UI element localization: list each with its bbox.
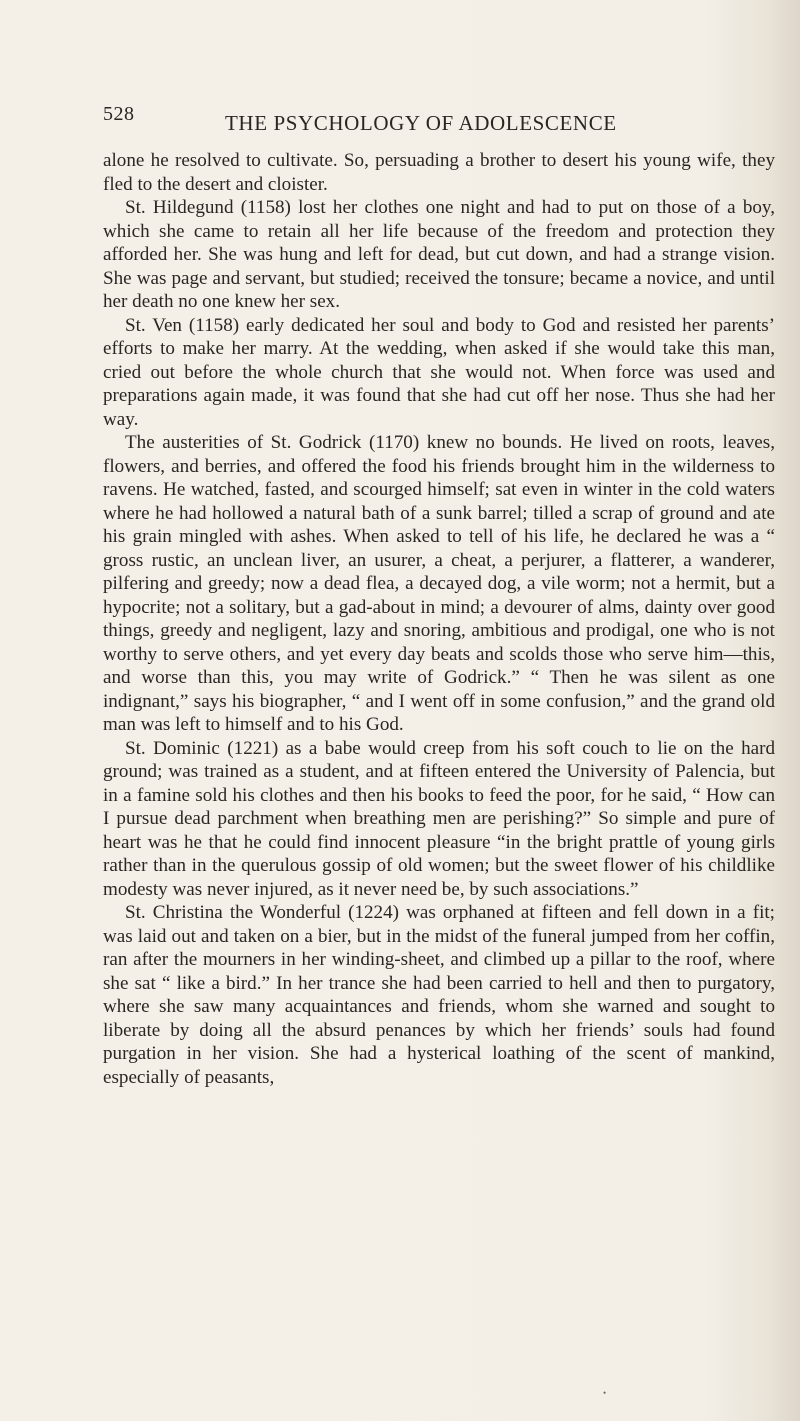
page-header (103, 103, 663, 137)
body-text (103, 149, 775, 1089)
running-head: THE PSYCHOLOGY OF ADOLESCENCE (225, 111, 617, 135)
paragraph-christina: St. Christina the Wonderful (1224) was orphaned at fifteen and fell down in a fit; was laid out and taken on a bier, but in the midst of the funeral jumped from her coffin, ran after the mourners in her winding-sheet, and climbed up a pillar to the roof, where she sat “ like a bird.” In her trance she had been carried to hell and then to purgatory, where she saw many acquaintances and friends, whom she warned and sought to liberate by doing all the absurd penances by which her friends’ souls had found purgation in her vision. She had a hysterical loathing of the scent of mankind, especially of peasants, (103, 902, 775, 1088)
printer-mark: • (603, 1388, 607, 1398)
paragraph-ven: St. Ven (1158) early dedicated her soul and body to God and resisted her parents’ efforts to make her marry. At the wedding, when asked if she would take this man, cried out before the whole church that she would not. When force was used and preparations again made, it was found that she had cut off her nose. Thus she had her way. (103, 314, 775, 430)
paragraph-continuation: alone he resolved to cultivate. So, persuading a brother to desert his young wife, they fled to the desert and cloister. (103, 150, 775, 195)
page-number: 528 (103, 103, 135, 125)
paragraph-hildegund: St. Hildegund (1158) lost her clothes one night and had to put on those of a boy, which she came to retain all her life because of the freedom and protection they afforded her. She was hung and left for dead, but cut down, and had a strange vision. She was page and servant, but studied; received the tonsure; became a novice, and until her death no one knew her sex. (103, 197, 775, 312)
paragraph-godrick: The austerities of St. Godrick (1170) knew no bounds. He lived on roots, leaves, flowers, and berries, and offered the food his friends brought him in the wilderness to ravens. He watched, fasted, and scourged himself; sat even in winter in the cold waters where he had hollowed a natural bath of a sunk barrel; tilled a scrap of ground and ate his grain mingled with ashes. When asked to tell of his life, he declared he was a “ gross rustic, an unclean liver, an usurer, a cheat, a perjurer, a flatterer, a wanderer, pilfering and greedy; now a dead flea, a decayed dog, a vile worm; not a hermit, but a hypocrite; not a solitary, but a gad-about in mind; a devourer of alms, dainty over good things, greedy and negligent, lazy and snoring, ambitious and prodigal, one who is not worthy to serve others, and yet every day beats and scolds those who serve him—this, and worse than this, you may write of Godrick.” “ Then he was silent as one indignant,” says his biographer, “ and I went off in some confusion,” and the grand old man was left to himself and to his God. (103, 432, 775, 735)
paragraph-dominic: St. Dominic (1221) as a babe would creep from his soft couch to lie on the hard ground; was trained as a student, and at fifteen entered the University of Palencia, but in a famine sold his clothes and then his books to feed the poor, for he said, “ How can I pursue dead parchment when breathing men are perishing?” So simple and pure of heart was he that he could find innocent pleasure “in the bright prattle of young girls rather than in the querulous gossip of old women; but the sweet flower of his childlike modesty was never injured, as it never need be, by such associations.” (103, 737, 775, 900)
